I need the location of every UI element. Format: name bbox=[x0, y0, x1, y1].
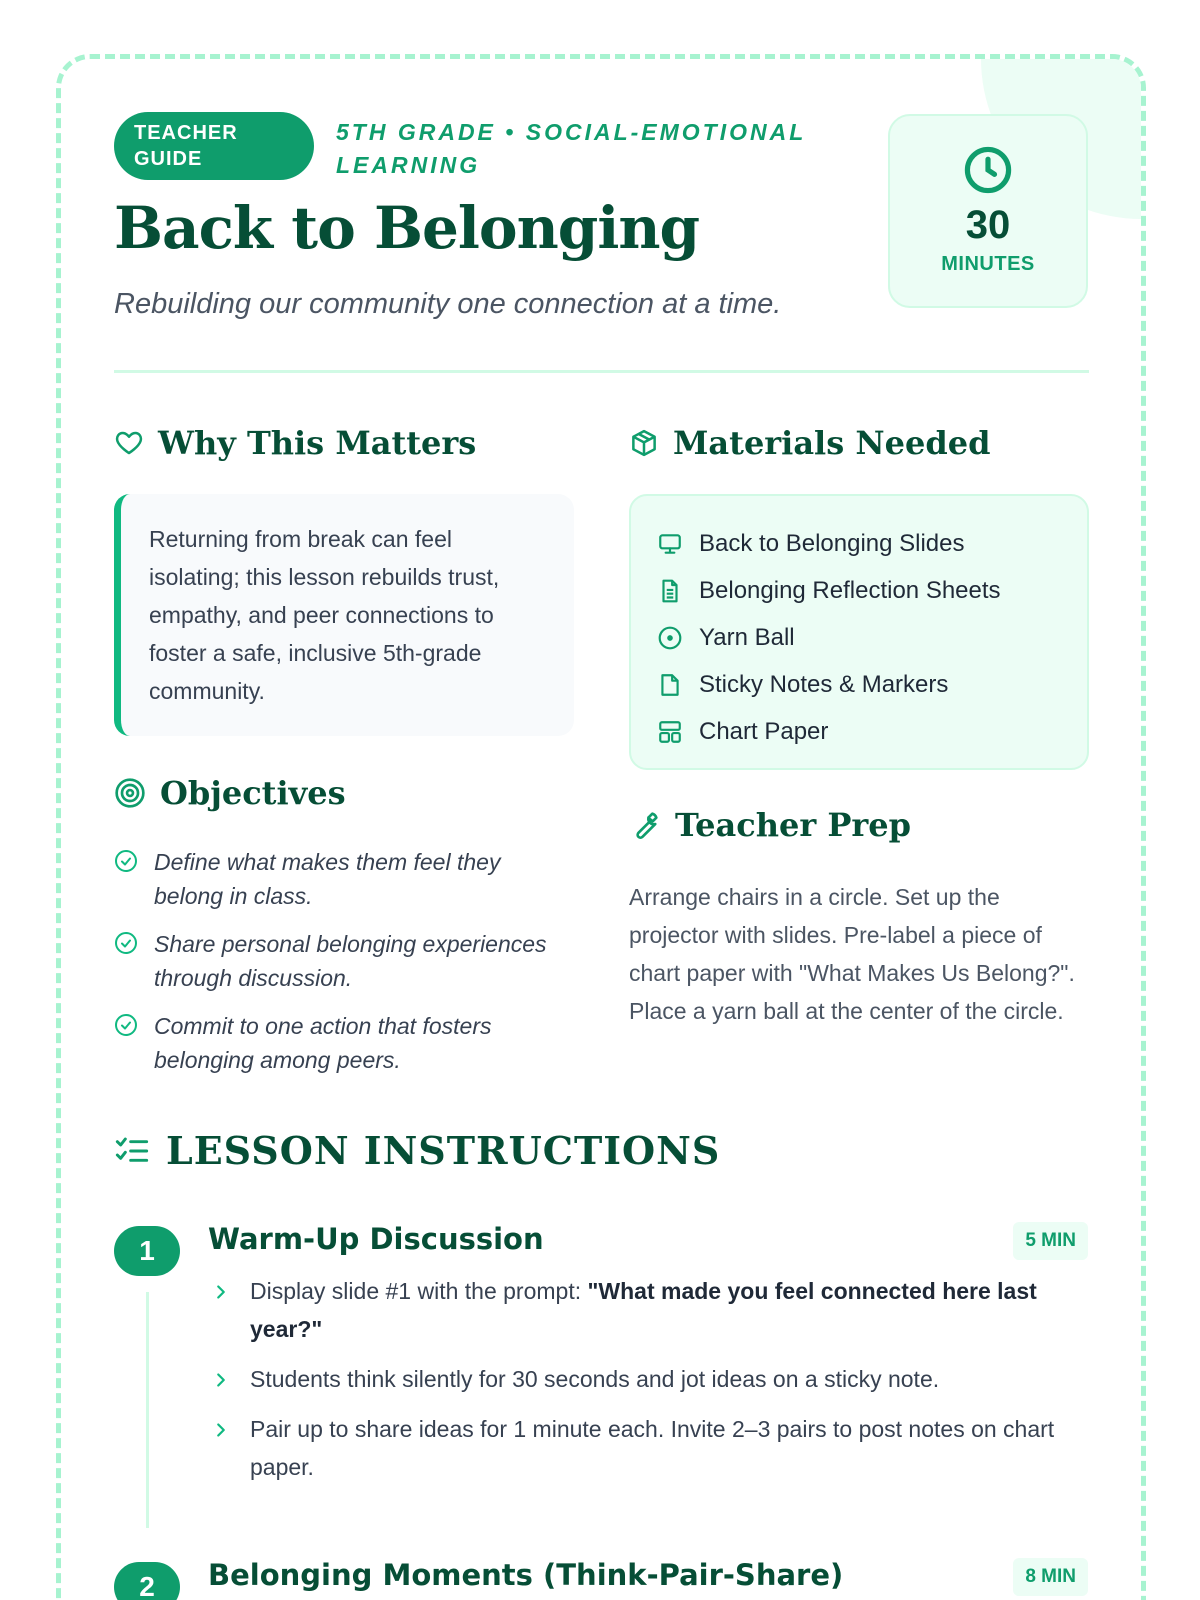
objective-item bbox=[114, 1009, 554, 1077]
check-circle-icon bbox=[114, 931, 138, 955]
step-number: 2 bbox=[114, 1562, 180, 1600]
step-title: Belonging Moments (Think-Pair-Share) bbox=[208, 1558, 844, 1592]
step-number: 1 bbox=[114, 1226, 180, 1276]
objective-item bbox=[114, 845, 554, 913]
step-bullet bbox=[210, 1272, 1090, 1348]
lesson-heading-text: LESSON INSTRUCTIONS bbox=[166, 1128, 721, 1173]
bullet-quote: "What made you feel connected here last year?" bbox=[250, 1278, 1037, 1342]
material-item bbox=[657, 567, 1087, 614]
objective-text: Commit to one action that fosters belonging among peers. bbox=[154, 1013, 492, 1073]
bullet-text: Students think silently for 30 seconds and jot ideas on a sticky note. bbox=[250, 1366, 940, 1392]
yarn-icon bbox=[657, 625, 683, 651]
material-label: Yarn Ball bbox=[699, 623, 795, 651]
step-bullet bbox=[210, 1360, 1090, 1398]
chevron-right-icon bbox=[210, 1419, 232, 1441]
step-bullet bbox=[210, 1410, 1090, 1486]
lesson-heading bbox=[114, 1128, 720, 1173]
material-label: Chart Paper bbox=[699, 717, 829, 745]
list-checks-icon bbox=[114, 1135, 150, 1167]
prep-heading-text: Teacher Prep bbox=[675, 806, 911, 844]
material-item bbox=[657, 520, 1087, 567]
teacher-guide-badge: TEACHER GUIDE bbox=[114, 112, 314, 180]
duration-value: 30 bbox=[965, 203, 1011, 247]
duration-unit: MINUTES bbox=[941, 253, 1035, 275]
document-icon bbox=[657, 578, 683, 604]
why-heading-text: Why This Matters bbox=[158, 424, 477, 462]
divider bbox=[114, 370, 1089, 373]
objective-text: Share personal belonging experiences through discussion. bbox=[154, 931, 547, 991]
layout-icon bbox=[657, 719, 683, 745]
prep-heading bbox=[629, 806, 911, 844]
page-subtitle: Rebuilding our community one connection at a time. bbox=[114, 288, 782, 320]
wrench-icon bbox=[629, 809, 661, 841]
check-circle-icon bbox=[114, 1013, 138, 1037]
material-item bbox=[657, 708, 1087, 755]
prep-text: Arrange chairs in a circle. Set up the projector with slides. Pre-label a piece of chart paper with "What Makes Us Belong?". Place a yarn ball at the center of the circle. bbox=[629, 884, 1075, 1024]
materials-heading bbox=[629, 424, 990, 462]
material-label: Back to Belonging Slides bbox=[699, 529, 965, 557]
chevron-right-icon bbox=[210, 1369, 232, 1391]
why-text: Returning from break can feel isolating; this lesson rebuilds trust, empathy, and peer connections to foster a safe, inclusive 5th-grade community. bbox=[114, 494, 574, 736]
sticky-note-icon bbox=[657, 672, 683, 698]
monitor-icon bbox=[657, 531, 683, 557]
bullet-text: Pair up to share ideas for 1 minute each. Invite 2–3 pairs to post notes on chart paper. bbox=[250, 1416, 1055, 1480]
objectives-list bbox=[114, 845, 554, 1091]
material-item bbox=[657, 614, 1087, 661]
materials-list bbox=[629, 494, 1089, 770]
objective-text: Define what makes them feel they belong in class. bbox=[154, 849, 501, 909]
step-connector bbox=[146, 1292, 149, 1528]
grade-subject-label: 5TH GRADE • SOCIAL-EMOTIONAL LEARNING bbox=[336, 119, 806, 178]
package-icon bbox=[629, 428, 659, 458]
step-title: Warm-Up Discussion bbox=[208, 1222, 544, 1256]
check-circle-icon bbox=[114, 849, 138, 873]
target-icon bbox=[114, 777, 146, 809]
material-label: Sticky Notes & Markers bbox=[699, 670, 949, 698]
chevron-right-icon bbox=[210, 1281, 232, 1303]
duration-box bbox=[888, 114, 1088, 308]
step-duration: 8 MIN bbox=[1013, 1558, 1088, 1596]
objectives-heading bbox=[114, 774, 346, 812]
page-title: Back to Belonging bbox=[114, 194, 700, 262]
step-duration: 5 MIN bbox=[1013, 1222, 1088, 1260]
heart-icon bbox=[114, 428, 144, 458]
objectives-heading-text: Objectives bbox=[160, 774, 346, 812]
clock-icon bbox=[962, 144, 1014, 196]
materials-heading-text: Materials Needed bbox=[673, 424, 991, 462]
material-item bbox=[657, 661, 1087, 708]
step-bullets bbox=[210, 1272, 1090, 1498]
bullet-text bbox=[250, 1272, 1090, 1348]
material-label: Belonging Reflection Sheets bbox=[699, 576, 1001, 604]
why-heading bbox=[114, 424, 476, 462]
objective-item bbox=[114, 927, 554, 995]
bullet-prefix: Display slide #1 with the prompt: bbox=[250, 1278, 588, 1304]
